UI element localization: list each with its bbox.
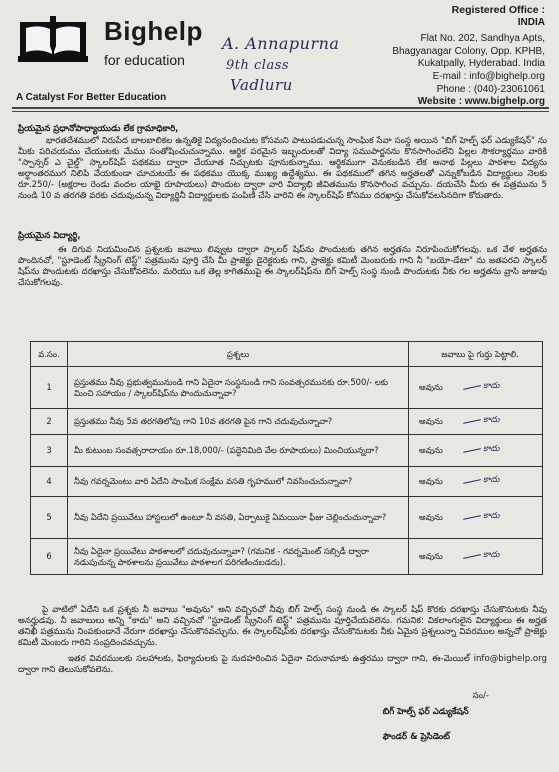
office-address-line: Kukatpally, Hyderabad. India [417,58,545,70]
header-divider-thin [12,111,549,112]
office-website: Website : www.bighelp.org [417,96,545,108]
answer-cell [409,435,543,467]
row-question: నీవు గవర్నమెంటు వారి ఏదేని సాంఘిక సంక్షేమ వసతి గృహములో నివసించుచున్నావా? [68,467,409,497]
row-number: 2 [31,409,68,435]
table-row [31,367,543,409]
office-email: E-mail : info@bighelp.org [432,70,545,82]
answer-cell [409,367,543,409]
handwritten-name: A. Annapurna [222,34,340,53]
eligibility-table [30,341,543,575]
header-divider [12,107,549,109]
office-phone: Phone : (040)-23061061 [436,83,545,95]
signature-mark: సం/- [472,691,489,701]
answer-no-handwritten[interactable]: కాదు [483,380,500,391]
paragraph-intro: భారతదేశములో నిరుపేద బాలబాలికల ఉన్నతికై విద్యనందించుట కోసమని పాటుపడుచున్న సాంఘిక సేవా సంస్థ అయిన "బిగ్ హెల్ప్ ఫర్ ఎడ్యుకేషన్" ను మీకు పరిచయము చేయుటకు మేము సంతోషించుచున్నాము. ఆర్థిక పరమైన ఇబ్బందులతో విద్యా సముపార్జనను కొనసాగించలేని పిల్లల సౌకర్యార్థము వారికి "స్పాన్సర్ ఎ చైల్డ్" స్కాలర్‌షిప్ పథకము ద్వారా చేయూత నిచ్చుటకు పూనుకున్నాము. ఆర్థికముగా వెనుకబడిన లేక అనాథ పిల్లలు పాఠశాల విద్యను అర్ధాంతరముగ నిలిపి వేయకుండా చూచుటయే ఈ పథకము యొక్క ముఖ్య ఉద్దేశ్యము. ఈ పథకములో తగిన అర్హతలతో ఎన్నుకోబడిన విద్యార్థులు నెలకు రూ.250/- (అక్షరాల రెండు వందల యాభై రూపాయలు) పొందుట ద్వారా వారి విద్యాభి జీవితమును కొనసాగించ వచ్చును. దయచేసి మీరు ఈ పత్రమును 5 నుండి 10 వ తరగతి వరకు చదువుచున్న విద్యార్థినీ విద్యార్థులకు పంపిణీ చేసి వారిని ఈ స్కాలర్‌షిప్ కోసము దరఖాస్తు చేసుకోవలసినదిగా కోరుతారు. [18,136,547,201]
answer-yes[interactable]: అవును [419,381,443,392]
row-question: నీవు ఏదేని ప్రయివేటు హాస్టలులో ఉంటూ నీ వసతి, ఏర్పాటుకై ఏమయినా ఫీజు చెల్లించుచున్నావా? [68,497,409,539]
tagline: A Catalyst For Better Education [16,92,167,103]
row-number: 6 [31,539,68,575]
tick-mark-icon [463,554,481,559]
table-row [31,539,543,575]
paragraph-instructions: ఈ దిగువ నియమించిన ప్రశ్నలకు జవాబు లివ్వుట ద్వారా స్కాలర్ షిప్‌ను పొందుటకు తగిన అర్హతను నిరూపించుకోగలవు. ఒక వేళ అర్హతను పొందినచో, "స్టూడెంట్ స్క్రీనింగ్ టెస్ట్" పత్రమును పూర్తి చేసి మీ ప్రాజెక్టు డైరెక్టరుకు గాని, ప్రాజెక్టు కమిటీ మెంబరుకు గాని నీ "బయో-డేటా" ను జతపరచి స్కాలర్ షిప్‌ను పొందుటకు దరఖాస్తు చేసుకోవలెను. మరియు ఒక తెల్ల కాగితముపై ఈ స్కాలర్‌షిప్‌ను బిగ్ హెల్ప్ సంస్థ నుండి పొందుటకు నీకు గల అర్హతను వ్రాసి జుజువు చేసుకోగలవు. [18,245,547,288]
handwritten-class: 9th class [226,58,290,73]
table-row [31,497,543,539]
office-country: INDIA [517,16,545,28]
book-pencil-logo-icon [18,14,88,64]
tick-mark-icon [463,419,481,424]
table-header-row [31,342,543,367]
answer-yes[interactable]: అవును [419,550,443,561]
registered-office [392,4,545,109]
row-question: ప్రస్తుతము నీవు ప్రభుత్వమునుండి గాని ఏదైనా సంస్థనుండి గాని సంవత్సరమునకు రూ.500/- లకు మించి సహాయం / స్కాలర్‌షిప్‌ను పొందుచున్నావా? [68,367,409,409]
office-heading: Registered Office : [451,4,545,16]
tick-mark-icon [463,515,481,520]
answer-no-handwritten[interactable]: కాదు [483,443,500,454]
answer-cell [409,409,543,435]
tick-mark-icon [463,479,481,484]
header-questions: ప్రశ్నలు [68,342,409,367]
tick-mark-icon [463,448,481,453]
answer-cell [409,497,543,539]
paragraph-eligibility-notes: పై వాటిలో ఏదేని ఒక ప్రశ్నకు నీ జవాబు "అవును" అని వచ్చినచో నీవు బిగ్ హెల్ప్ సంస్థ నుండి ఈ స్కాలర్ షిప్ కొరకు దరఖాస్తు చేసుకొనుటకు నీవు అనర్హుడవు. నీ జవాబులు అన్ని "కాదు" అని వచ్చినచో "స్టూడెంట్ స్క్రీనింగ్ టెస్ట్" పత్రమును పూర్తిచేయవలెను. గమనిక: వికలాంగులైన విద్యార్థులు ఈ అర్హత తనిఖీ పత్రమును నింపకుండానే నేరుగా దరఖాస్తు చేసుకొనవచ్చును. ఈ స్కాలర్‌షిప్‌కు దరఖాస్తు చేసుకొనుటకు నీకు ఏమైన ప్రశ్నలున్నా వివరముల అన్నచో ప్రాజెక్టు కమిటీ మెంబరు గారిని సంప్రదించవచ్చును. [18,605,547,648]
answer-yes[interactable]: అవును [419,415,443,426]
table-row [31,435,543,467]
table-row [31,409,543,435]
answer-no-handwritten[interactable]: కాదు [483,510,500,521]
answer-no-handwritten[interactable]: కాదు [483,414,500,425]
row-question: మీ కుటుంబ సంవత్సరాదాయం రూ.18,000/- (పద్దెనిమిది వేల రూపాయలు) మించియున్నదా? [68,435,409,467]
answer-no-handwritten[interactable]: కాదు [483,474,500,485]
answer-yes[interactable]: అవును [419,511,443,522]
row-number: 3 [31,435,68,467]
row-question: నీవు ఏదైనా ప్రయివేటు పాఠశాలలో చదువుచున్నావా? (గమనిక - గవర్నమెంట్ సబ్సిడీ ద్వారా నడుపుచున్న పాఠశాలను ప్రయివేటు పాఠశాలగ పరిగణించబడదు). [68,539,409,575]
answer-yes[interactable]: అవును [419,475,443,486]
header-serial: వ.సం. [31,342,68,367]
table-row [31,467,543,497]
answer-no-handwritten[interactable]: కాదు [483,549,500,560]
paragraph-contact: ఇతర వివరములకు సలహాలకు, ఫిర్యాదులకు పై నుదహరించిన ఏదైనా చిరునామాకు ఉత్తరము ద్వారా గాని, ఈ-మెయిల్ info@bighelp.org ద్వారా గాని తెలుసుకోవలెను. [18,654,547,675]
brand-name: Bighelp [104,16,203,46]
row-question: ప్రస్తుతము నీవు 5వ తరగతిలోపు గాని 10వ తరగతి పైన గాని చదువుచున్నావా? [68,409,409,435]
office-address-line: Flat No. 202, Sandhya Apts, [420,33,545,45]
row-number: 4 [31,467,68,497]
salutation-headmaster: ప్రియమైన ప్రధానోపాధ్యాయుడు లేక గ్రామాధికారి, [18,124,179,134]
row-number: 5 [31,497,68,539]
signature-organization: బిగ్ హెల్ప్ ఫర్ ఎడ్యుకేషన్ [382,707,469,717]
header-answer: జవాబు పై గుర్తు పెట్టాలి. [409,342,543,367]
brand-subtitle: for education [104,52,185,68]
answer-cell [409,467,543,497]
answer-cell [409,539,543,575]
row-number: 1 [31,367,68,409]
signature-title: ఫౌండర్ & ప్రెసిడెంట్ [382,732,450,742]
handwritten-place: Vadluru [230,76,293,94]
office-address-line: Bhagyanagar Colony, Opp. KPHB, [392,45,545,57]
tick-mark-icon [463,385,481,390]
salutation-student: ప్రియమైన విద్యార్థి, [18,231,81,241]
answer-yes[interactable]: అవును [419,444,443,455]
signature-block [383,690,489,744]
